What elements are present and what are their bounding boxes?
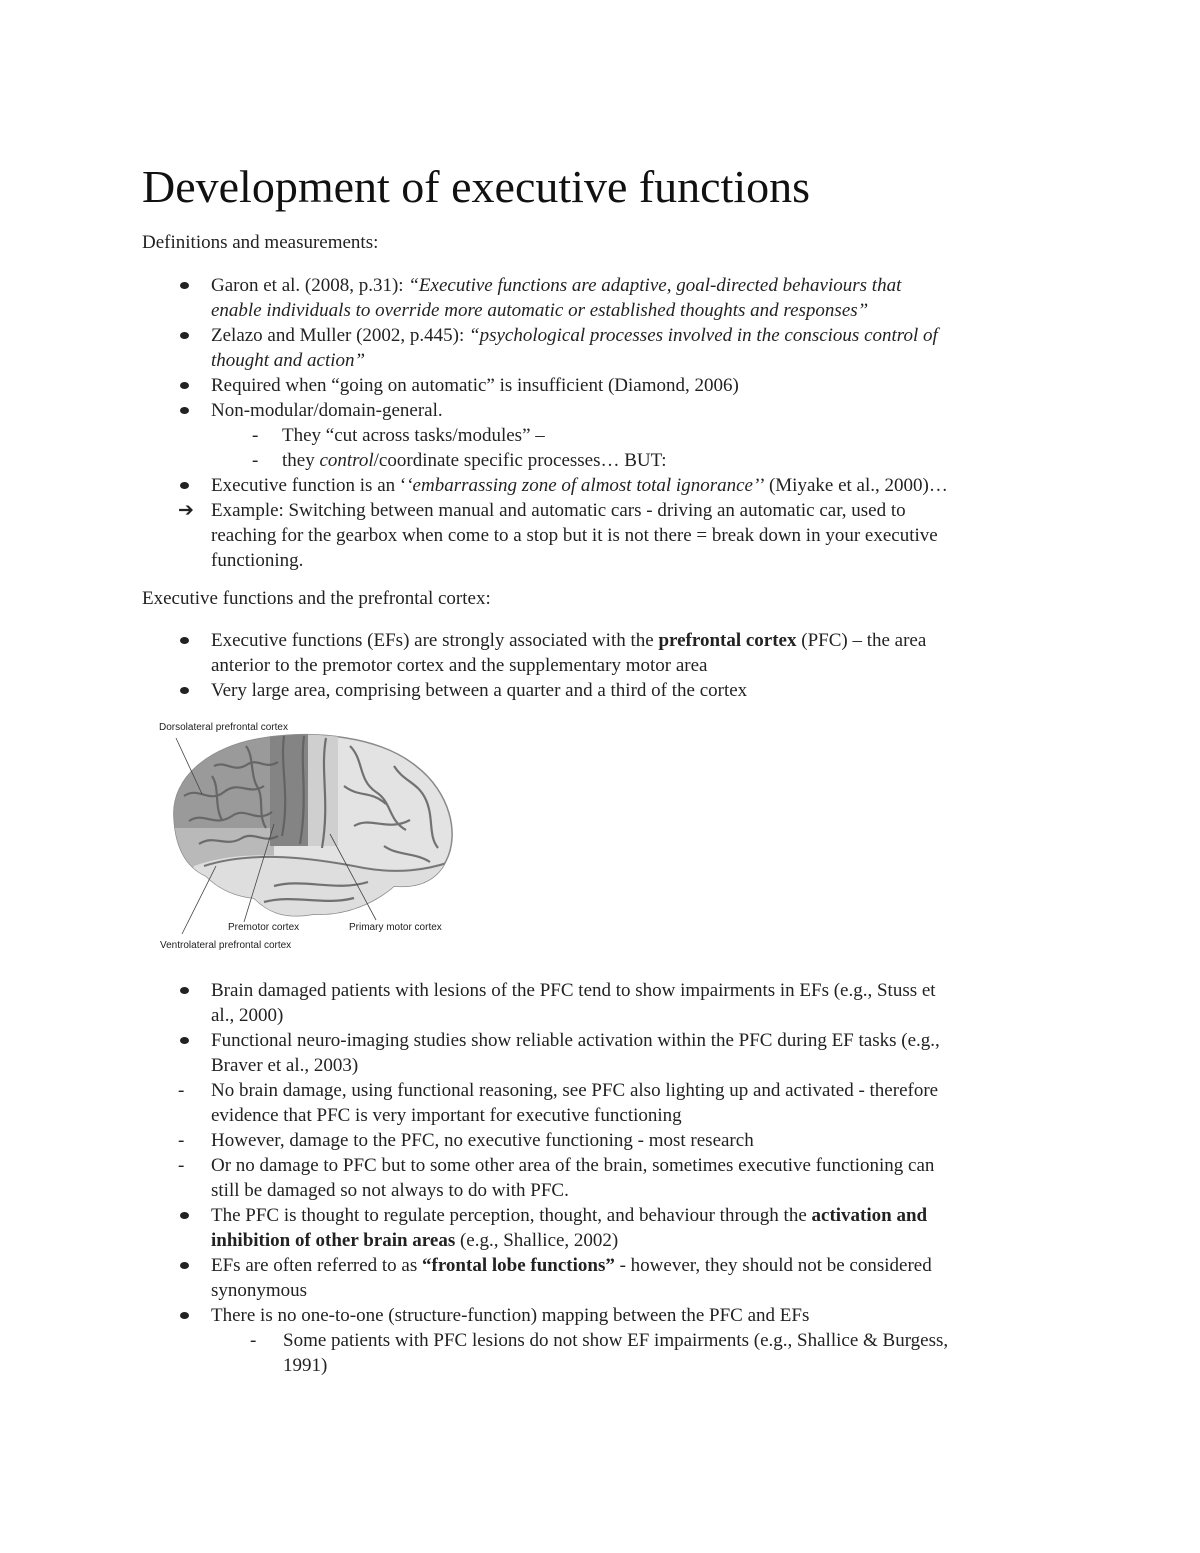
page-title: Development of executive functions — [142, 161, 811, 212]
label-primary-motor-cortex: Primary motor cortex — [349, 922, 442, 933]
dash-marker: - — [252, 425, 259, 446]
list-item-continuation: 1991) — [283, 1355, 328, 1376]
list-item-continuation: al., 2000) — [211, 1005, 284, 1026]
bullet-icon — [180, 1262, 189, 1269]
dash-marker: - — [178, 1155, 185, 1176]
list-item-continuation: inhibition of other brain areas (e.g., Shallice, 2002) — [211, 1230, 619, 1251]
dash-marker: - — [178, 1080, 185, 1101]
list-item-continuation: still be damaged so not always to do with PFC. — [211, 1180, 569, 1201]
list-item-continuation: anterior to the premotor cortex and the supplementary motor area — [211, 655, 708, 676]
label-dorsolateral-prefrontal-cortex: Dorsolateral prefrontal cortex — [159, 722, 288, 733]
section-heading-definitions: Definitions and measurements: — [142, 232, 379, 253]
section-heading-prefrontal: Executive functions and the prefrontal cortex: — [142, 588, 491, 609]
dash-marker: - — [178, 1130, 185, 1151]
brain-illustration — [154, 716, 454, 952]
list-item-continuation: evidence that PFC is very important for executive functioning — [211, 1105, 682, 1126]
bullet-icon — [180, 1212, 189, 1219]
brain-figure — [154, 716, 454, 952]
label-premotor-cortex: Premotor cortex — [228, 922, 300, 933]
dash-marker: - — [252, 450, 259, 471]
bullet-icon — [180, 482, 189, 489]
bullet-icon — [180, 382, 189, 389]
bullet-icon — [180, 687, 189, 694]
list-item-continuation: thought and action” — [211, 350, 366, 371]
label-ventrolateral-prefrontal-cortex: Ventrolateral prefrontal cortex — [160, 940, 292, 951]
list-item-continuation: functioning. — [211, 550, 304, 571]
bullet-icon — [180, 1037, 189, 1044]
arrow-icon: ➔ — [178, 500, 194, 521]
dash-marker: - — [250, 1330, 257, 1351]
list-item-continuation: reaching for the gearbox when come to a stop but it is not there = break down in your executive — [211, 525, 938, 546]
list-item-continuation: enable individuals to override more automatic or established thoughts and responses” — [211, 300, 869, 321]
bullet-icon — [180, 987, 189, 994]
list-item-continuation: synonymous — [211, 1280, 308, 1301]
bullet-icon — [180, 1312, 189, 1319]
bullet-icon — [180, 407, 189, 414]
bullet-icon — [180, 282, 189, 289]
bullet-icon — [180, 332, 189, 339]
list-item-continuation: Braver et al., 2003) — [211, 1055, 359, 1076]
bullet-icon — [180, 637, 189, 644]
document-page: Development of executive functions Definitions and measurements: Garon et al. (2008, p.31): “Executive functions are adaptive, goal-directed behaviours that enable individuals to override more automatic or established thoughts and responses” Zelazo and Muller (2002, p.445): “psychological processes involved in the conscious control of thought and action” Required when “going on automatic” is insufficient (Diamond, 2006) Non-modular/domain-general. - They “cut across tasks/modules” – - they control/coordinate specific processes… BUT: Executive function is an ‘‘embarrassing zone of almost total ignorance’’ (Miyake et al., 2000)… ➔ Example: Switching between manual and automatic cars - driving an automatic car, used to reaching for the gearbox when come to a stop but it is not there = break down in your executive functioning. Executive functions and the prefrontal cortex: Executive functions (EFs) are strongly associated with the prefrontal cortex (PFC) – the area anterior to the premotor cortex and the supplementary motor area Very large area, comprising between a quarter and a third of the cortex Dorsolateral prefrontal cortex Premotor cortex Primary motor cortex Ventrolateral prefrontal cortex Brain damaged patients with lesions of the PFC tend to show impairments in EFs (e.g., Stuss et al., 2000) Functional neuro-imaging studies show reliable activation within the PFC during EF tasks (e.g., Braver et al., 2003) - No brain damage, using functional reasoning, see PFC also lighting up and activated - therefore evidence that PFC is very important for executive functioning - However, damage to the PFC, no executive functioning - most research - Or no damage to PFC but to some other area of the brain, sometimes executive functioning can still be damaged so not always to do with PFC. The PFC is thought to regulate perception, thought, and behaviour through the activation and inhibition of other brain areas (e.g., Shallice, 2002) EFs are often referred to as “frontal lobe functions” - however, they should not be considered synonymous There is no one-to-one (structure-function) mapping between the PFC and EFs - Some patients with PFC lesions do not show EF impairments (e.g., Shallice & Burgess, 1991) — [142, 161, 949, 1376]
